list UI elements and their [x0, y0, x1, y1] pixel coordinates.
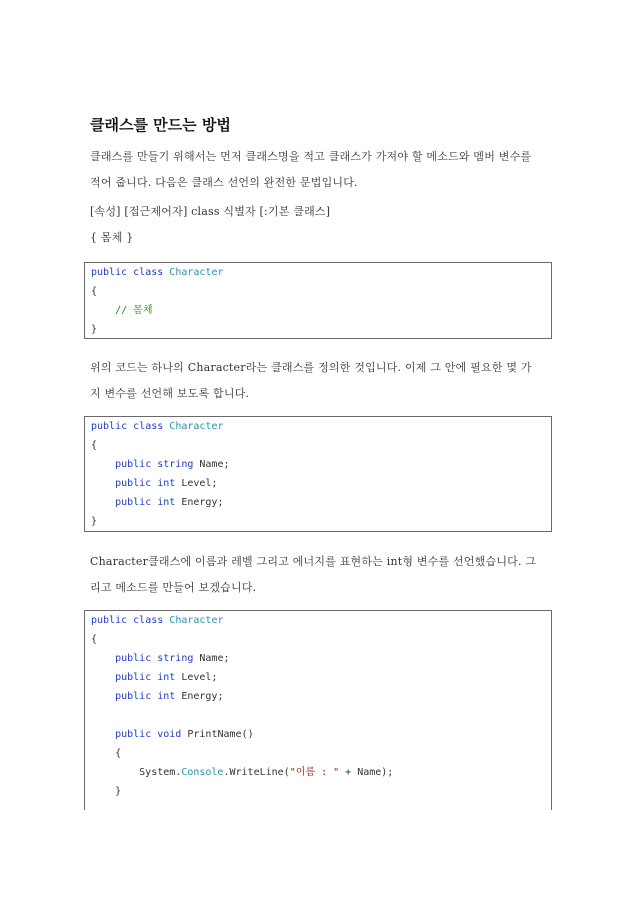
- code-token: {: [91, 440, 98, 451]
- code-token: Energy;: [175, 497, 224, 508]
- code-block-1: [84, 262, 552, 339]
- code-token: [91, 672, 115, 683]
- intro-line: 클래스를 만들기 위해서는 먼저 클래스명을 적고 클래스가 가져야 할 메소드와 멤버 변수를: [90, 150, 532, 163]
- code-token: class: [133, 421, 164, 432]
- code-token: Character: [169, 421, 224, 432]
- code-token: {: [91, 748, 122, 759]
- code-token: public: [115, 497, 152, 508]
- code-block-2: [84, 416, 552, 532]
- code-line: [91, 263, 551, 282]
- code-token: Character: [169, 615, 224, 626]
- paragraph-line: 지 변수를 선언해 보도록 합니다.: [90, 387, 250, 400]
- code-token: class: [133, 267, 164, 278]
- code-line: [91, 417, 551, 436]
- code-token: Energy;: [175, 691, 224, 702]
- code-line: [91, 493, 551, 512]
- code-token: public: [115, 672, 152, 683]
- code-token: [91, 478, 115, 489]
- code-token: class: [133, 615, 164, 626]
- code-line: [91, 706, 551, 725]
- code-token: // 몸체: [115, 305, 153, 316]
- code-token: int: [157, 672, 176, 683]
- code-token: [91, 305, 115, 316]
- code-line: [91, 320, 551, 339]
- code-token: }: [91, 516, 98, 527]
- code-token: {: [91, 286, 98, 297]
- code-token: public: [115, 653, 152, 664]
- intro-paragraph: [90, 144, 550, 196]
- code-line: [91, 630, 551, 649]
- code-token: public: [91, 267, 128, 278]
- code-token: Character: [169, 267, 224, 278]
- code-token: void: [157, 729, 182, 740]
- code-token: {: [91, 634, 98, 645]
- code-line: [91, 611, 551, 630]
- code-token: [91, 653, 115, 664]
- code-token: public: [115, 459, 152, 470]
- code-token: Console: [181, 767, 224, 778]
- code-token: string: [157, 653, 194, 664]
- paragraph-2: [90, 355, 550, 407]
- code-token: [91, 691, 115, 702]
- code-token: public: [91, 421, 128, 432]
- code-token: }: [91, 324, 98, 335]
- code-token: int: [157, 497, 176, 508]
- code-token: [91, 729, 115, 740]
- code-token: .WriteLine(: [223, 767, 290, 778]
- code-line: [91, 725, 551, 744]
- paragraph-3: [90, 549, 550, 601]
- code-token: PrintName(): [181, 729, 254, 740]
- syntax-line: { 몸체 }: [90, 231, 134, 244]
- page-title: 클래스를 만드는 방법: [90, 116, 231, 134]
- code-token: }: [91, 786, 122, 797]
- code-token: string: [157, 459, 194, 470]
- code-line: [91, 512, 551, 531]
- code-token: int: [157, 478, 176, 489]
- code-line: [91, 455, 551, 474]
- code-token: [91, 497, 115, 508]
- code-token: Name;: [193, 653, 230, 664]
- code-line: [91, 744, 551, 763]
- code-line: [91, 668, 551, 687]
- code-token: "이름 : ": [289, 767, 340, 778]
- intro-line: 적어 줍니다. 다음은 클래스 선언의 완전한 문법입니다.: [90, 176, 358, 189]
- code-token: int: [157, 691, 176, 702]
- code-line: [91, 436, 551, 455]
- code-line: [91, 782, 551, 801]
- code-token: public: [91, 615, 128, 626]
- code-token: Level;: [175, 478, 218, 489]
- code-line: [91, 687, 551, 706]
- code-line: [91, 282, 551, 301]
- code-line: [91, 301, 551, 320]
- paragraph-line: 위의 코드는 하나의 Character라는 클래스를 정의한 것입니다. 이제 그 안에 필요한 몇 가: [90, 361, 532, 374]
- code-token: System.: [91, 767, 182, 778]
- code-line: [91, 763, 551, 782]
- code-token: Level;: [175, 672, 218, 683]
- code-token: public: [115, 729, 152, 740]
- code-token: public: [115, 691, 152, 702]
- syntax-line: [속성] [접근제어자] class 식별자 [:기본 클래스]: [90, 205, 331, 218]
- paragraph-line: 리고 메소드를 만들어 보겠습니다.: [90, 581, 257, 594]
- paragraph-line: Character클래스에 이름과 레벨 그리고 에너지를 표현하는 int형 변수를 선언했습니다. 그: [90, 555, 537, 568]
- code-token: [91, 459, 115, 470]
- code-token: + Name);: [339, 767, 394, 778]
- code-line: [91, 474, 551, 493]
- code-line: [91, 649, 551, 668]
- syntax-block: [90, 199, 550, 251]
- code-block-3: [84, 610, 552, 810]
- code-token: public: [115, 478, 152, 489]
- code-token: Name;: [193, 459, 230, 470]
